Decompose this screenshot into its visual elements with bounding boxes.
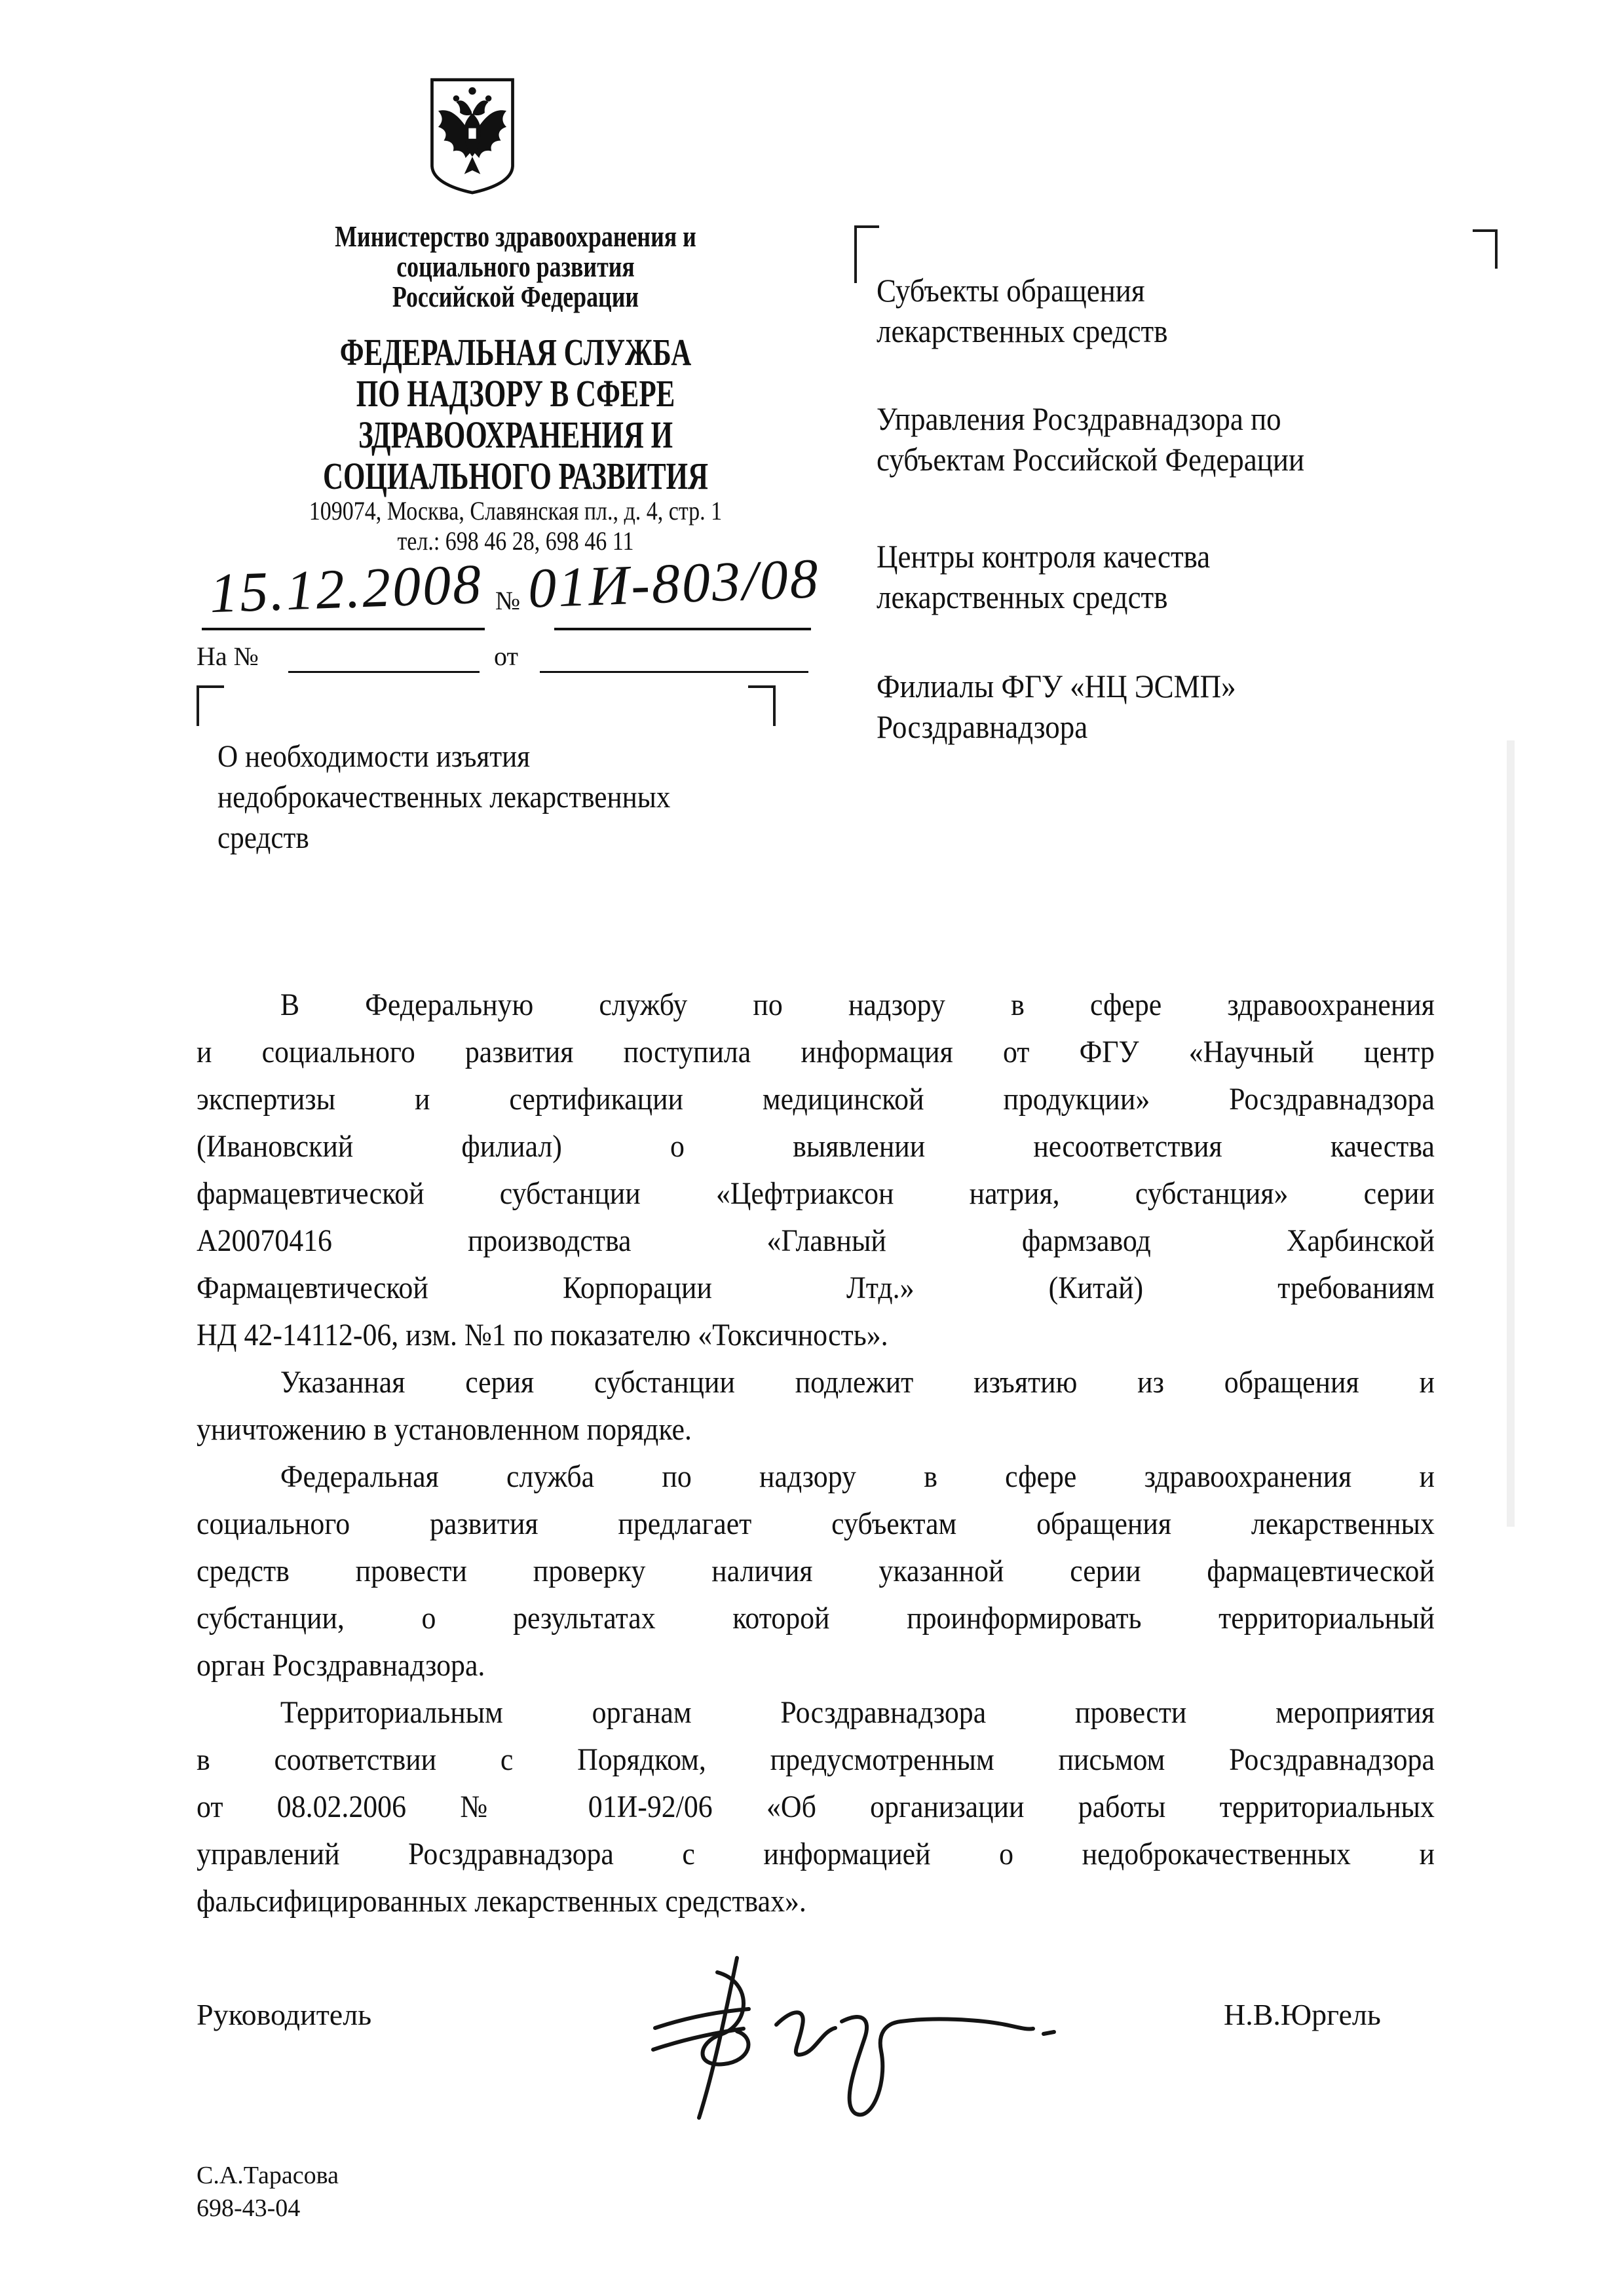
handwritten-signature [639, 1946, 1071, 2149]
recipient-line: Управления Росздравнадзора по [877, 400, 1281, 437]
agency-phone: тел.: 698 46 28, 698 46 11 [397, 526, 634, 556]
body-line: (Ивановский филиал) о выявлении несоответствия качества [197, 1129, 1435, 1164]
body-line: Фармацевтической Корпорации Лтд.» (Китай) требованиям [197, 1271, 1435, 1305]
subject-line: недоброкачественных лекарственных [217, 780, 671, 814]
executor-name: С.А.Тарасова [197, 2162, 339, 2189]
recipients-corner-mark-left [854, 225, 879, 283]
subject-corner-mark-right [748, 685, 776, 726]
signer-name: Н.В.Юргель [1224, 1998, 1381, 2031]
body-line: Территориальным органам Росздравнадзора провести мероприятия [280, 1695, 1435, 1730]
handwritten-number: 01И-803/08 [527, 546, 821, 620]
ministry-line: Российской Федерации [392, 280, 639, 313]
coat-of-arms-icon [426, 73, 519, 198]
recipient-item [877, 666, 1507, 747]
body-line: уничтожению в установленном порядке. [197, 1412, 692, 1447]
ministry-line: Министерство здравоохранения и [335, 220, 696, 253]
body-line: и социального развития поступила информация от ФГУ «Научный центр [197, 1035, 1435, 1069]
body-line: НД 42-14112-06, изм. №1 по показателю «Токсичность». [197, 1318, 888, 1352]
agency-name-line: ЗДРАВООХРАНЕНИЯ И [358, 413, 673, 456]
body-line: орган Росздравнадзора. [197, 1648, 485, 1683]
number-underline [554, 628, 811, 630]
agency-name-line: ФЕДЕРАЛЬНАЯ СЛУЖБА [339, 331, 692, 373]
recipient-line: Филиалы ФГУ «НЦ ЭСМП» [877, 668, 1236, 704]
body-line: от 08.02.2006 № 01И-92/06 «Об организации работы территориальных [197, 1789, 1435, 1824]
agency-name-line: ПО НАДЗОРУ В СФЕРЕ [356, 372, 675, 415]
subject-block [217, 737, 795, 858]
body-line: фармацевтической субстанции «Цефтриаксон натрия, субстанция» серии [197, 1176, 1435, 1211]
recipient-line: субъектам Российской Федерации [877, 441, 1305, 478]
recipient-line: лекарственных средств [877, 313, 1168, 349]
body-line: управлений Росздравнадзора с информацией о недоброкачественных и [197, 1837, 1435, 1871]
reply-to-label: На № [197, 641, 259, 671]
body-line: в соответствии с Порядком, предусмотренным письмом Росздравнадзора [197, 1742, 1435, 1777]
agency-name [322, 332, 709, 497]
reply-date-blank [540, 671, 808, 673]
recipient-item [877, 270, 1507, 351]
body-line: фальсифицированных лекарственных средствах». [197, 1884, 806, 1919]
body-line: социального развития предлагает субъектам обращения лекарственных [197, 1506, 1435, 1541]
subject-line: средств [217, 820, 309, 855]
reply-number-blank [288, 671, 480, 673]
subject-line: О необходимости изъятия [217, 739, 531, 774]
recipient-line: лекарственных средств [877, 579, 1168, 615]
executor-phone: 698-43-04 [197, 2194, 301, 2222]
body-line: субстанции, о результатах которой проинформировать территориальный [197, 1601, 1435, 1636]
body-line: А20070416 производства «Главный фармзавод Харбинской [197, 1223, 1435, 1258]
signer-title: Руководитель [197, 1998, 372, 2031]
recipient-line: Центры контроля качества [877, 538, 1211, 575]
recipients-corner-mark-right [1473, 229, 1498, 269]
recipient-line: Росздравнадзора [877, 708, 1088, 745]
body-line: Указанная серия субстанции подлежит изъятию из обращения и [280, 1365, 1435, 1400]
body-line: Федеральная служба по надзору в сфере здравоохранения и [280, 1459, 1435, 1494]
recipient-line: Субъекты обращения [877, 272, 1145, 309]
number-sign: № [495, 586, 521, 615]
date-underline [202, 628, 485, 630]
recipients-block [877, 270, 1507, 991]
recipient-item [877, 536, 1507, 617]
recipient-item [877, 398, 1507, 480]
body-line: экспертизы и сертификации медицинской продукции» Росздравнадзора [197, 1082, 1435, 1117]
agency-address: 109074, Москва, Славянская пл., д. 4, стр. 1 [309, 496, 723, 526]
reply-from-label: от [494, 641, 518, 671]
ministry-line: социального развития [396, 250, 635, 283]
ministry-header [311, 221, 720, 312]
handwritten-date: 15.12.2008 [208, 552, 484, 625]
subject-corner-mark-left [197, 685, 224, 726]
agency-name-line: СОЦИАЛЬНОГО РАЗВИТИЯ [323, 455, 708, 497]
scan-artifact-line [1507, 740, 1515, 1527]
body-line: средств провести проверку наличия указанной серии фармацевтической [197, 1554, 1435, 1588]
body-line: В Федеральную службу по надзору в сфере здравоохранения [280, 987, 1435, 1022]
body-text [197, 982, 1435, 1925]
